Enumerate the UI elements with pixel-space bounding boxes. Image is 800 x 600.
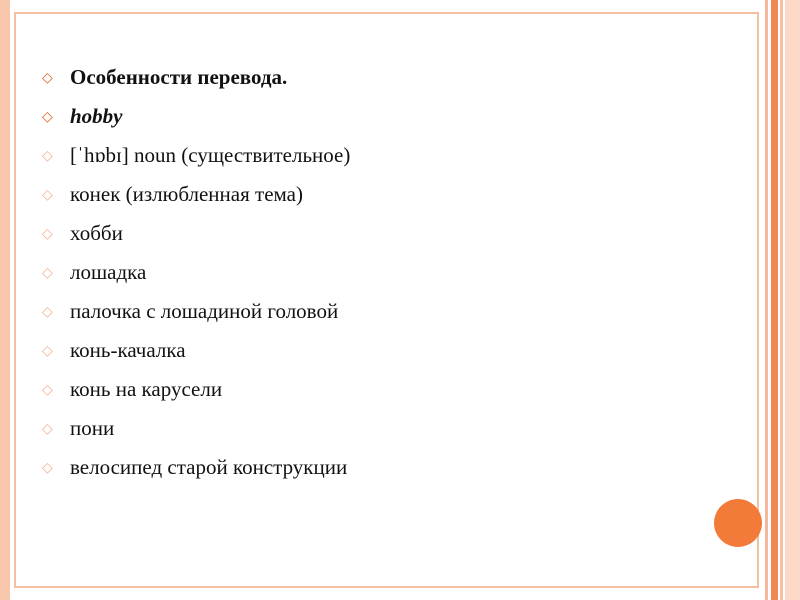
list-item (42, 292, 722, 331)
right-decor-stripe-thin (765, 0, 768, 600)
list-item (42, 331, 722, 370)
diamond-outline-icon: ◇ (42, 225, 53, 242)
list-item (42, 175, 722, 214)
translation-item: конь-качалка (70, 338, 186, 362)
list-item (42, 97, 722, 136)
right-decor-stripe-light (780, 0, 783, 600)
list-item (42, 214, 722, 253)
list-item (42, 370, 722, 409)
diamond-outline-icon: ◇ (42, 459, 53, 476)
diamond-outline-icon: ◇ (42, 303, 53, 320)
list-item (42, 448, 722, 487)
translation-item: палочка с лошадиной головой (70, 299, 339, 323)
list-item (42, 136, 722, 175)
diamond-outline-icon: ◇ (42, 420, 53, 437)
left-decor-stripe (0, 0, 10, 600)
translation-item: пони (70, 416, 115, 440)
diamond-outline-icon: ◇ (42, 147, 53, 164)
translation-item: велосипед старой конструкции (70, 455, 348, 479)
list-item (42, 409, 722, 448)
diamond-outline-icon: ◇ (42, 186, 53, 203)
slide-title: Особенности перевода. (70, 65, 288, 89)
slide-body (42, 58, 722, 487)
diamond-outline-icon: ◇ (42, 381, 53, 398)
diamond-outline-icon: ◇ (42, 342, 53, 359)
translation-item: конек (излюбленная тема) (70, 182, 303, 206)
diamond-outline-icon: ◇ (42, 69, 53, 86)
diamond-outline-icon: ◇ (42, 108, 53, 125)
list-item (42, 253, 722, 292)
orange-circle-decoration (714, 499, 762, 547)
translation-item: конь на карусели (70, 377, 223, 401)
diamond-outline-icon: ◇ (42, 264, 53, 281)
list-item (42, 58, 722, 97)
translation-item: хобби (70, 221, 123, 245)
headword: hobby (70, 104, 123, 128)
right-decor-stripe-wide (785, 0, 800, 600)
transcription: [ˈhɒbɪ] noun (существительное) (70, 143, 351, 167)
translation-item: лошадка (70, 260, 147, 284)
right-decor-stripe-accent (771, 0, 778, 600)
